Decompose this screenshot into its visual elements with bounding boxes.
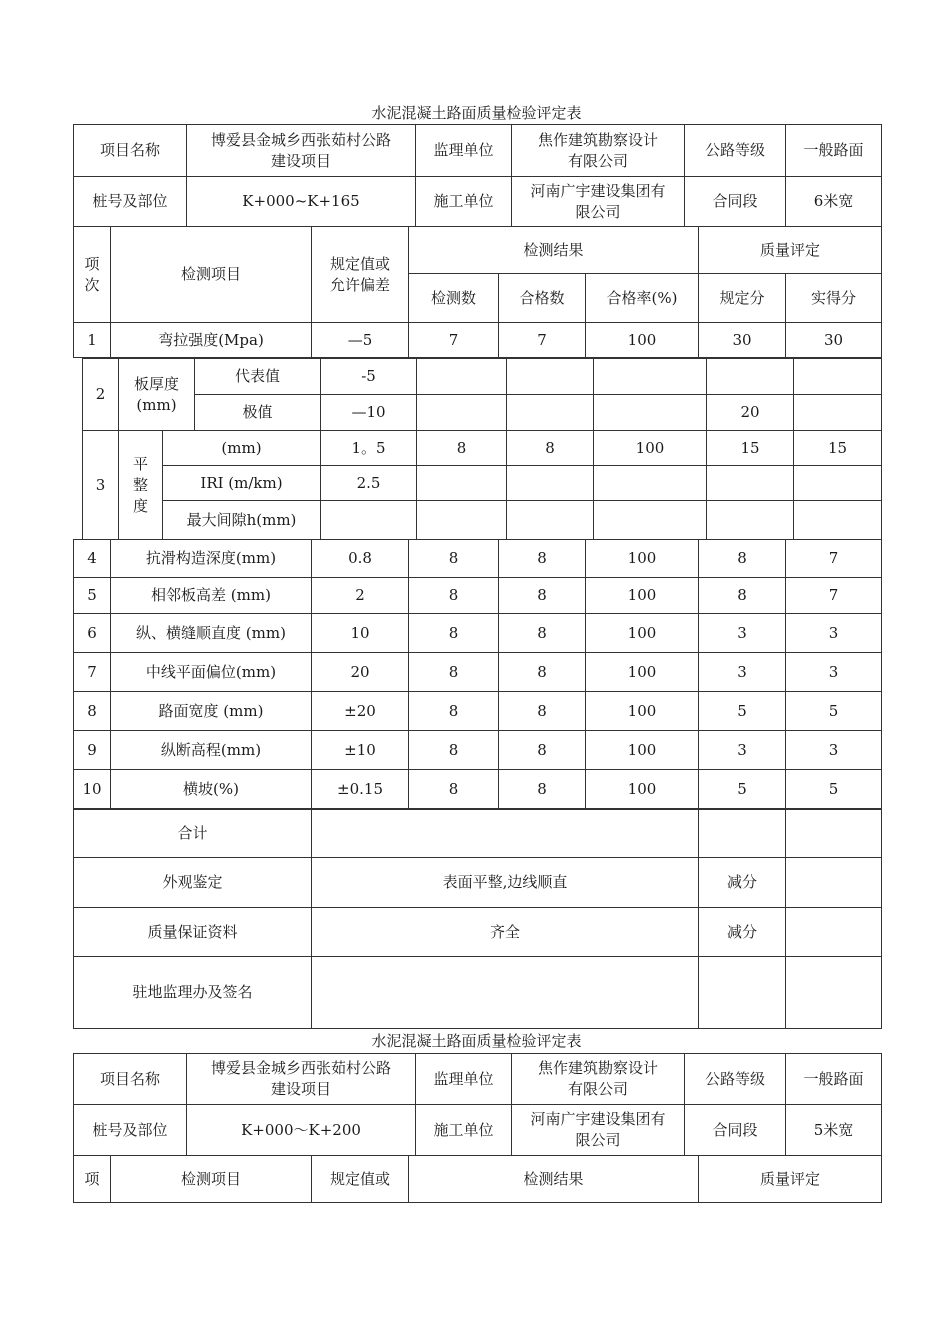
docs-deduct: 减分 bbox=[699, 908, 786, 957]
row3-table bbox=[82, 430, 882, 540]
contractor-value: 河南广宇建设集团有 限公司 bbox=[512, 1105, 685, 1156]
contract-label: 合同段 bbox=[685, 177, 786, 227]
form1-header-table bbox=[73, 124, 882, 227]
cell-count: 8 bbox=[409, 614, 499, 653]
row3-sub1-std: 15 bbox=[707, 431, 794, 466]
cell-item: 中线平面偏位(mm) bbox=[111, 653, 312, 692]
cell-item: 相邻板高差 (mm) bbox=[111, 578, 312, 614]
row3-sub1-spec: 1。5 bbox=[321, 431, 417, 466]
cell-item: 纵断高程(mm) bbox=[111, 731, 312, 770]
row3-sub2-spec: 2.5 bbox=[321, 466, 417, 501]
row3-sub1: (mm) bbox=[163, 431, 321, 466]
cell-seq: 9 bbox=[74, 731, 111, 770]
row2-table bbox=[82, 358, 882, 431]
table-row bbox=[74, 614, 882, 653]
appearance-label: 外观鉴定 bbox=[74, 858, 312, 908]
row1-rate: 100 bbox=[586, 323, 699, 358]
station-value: K+000~K+165 bbox=[187, 177, 416, 227]
cell-count: 8 bbox=[409, 578, 499, 614]
cell-rate: 100 bbox=[586, 770, 699, 810]
sign-label: 驻地监理办及签名 bbox=[74, 957, 312, 1029]
row3-sub1-count: 8 bbox=[417, 431, 507, 466]
empty-cell bbox=[707, 466, 794, 501]
empty-cell bbox=[417, 466, 507, 501]
row2-sub2-count bbox=[417, 395, 507, 431]
row1-seq: 1 bbox=[74, 323, 111, 358]
cell-spec: ±0.15 bbox=[312, 770, 409, 810]
row2-sub2-pass bbox=[507, 395, 594, 431]
cell-seq: 7 bbox=[74, 653, 111, 692]
project-label: 项目名称 bbox=[74, 1054, 187, 1105]
cell-count: 8 bbox=[409, 770, 499, 810]
cell-seq: 6 bbox=[74, 614, 111, 653]
empty-cell bbox=[507, 501, 594, 540]
row2-sub1-std bbox=[707, 359, 794, 395]
row3-item: 平 整 度 bbox=[119, 431, 163, 540]
supervisor-value: 焦作建筑勘察设计 有限公司 bbox=[512, 125, 685, 177]
row3-sub1-pass: 8 bbox=[507, 431, 594, 466]
table-row bbox=[74, 692, 882, 731]
docs-label: 质量保证资料 bbox=[74, 908, 312, 957]
contract-value: 6米宽 bbox=[786, 177, 882, 227]
cell-rate: 100 bbox=[586, 692, 699, 731]
cell-std: 3 bbox=[699, 653, 786, 692]
col-spec-header: 规定值或 bbox=[312, 1156, 409, 1203]
row3-sub1-got: 15 bbox=[794, 431, 882, 466]
table-row bbox=[74, 578, 882, 614]
row2-sub2-rate bbox=[594, 395, 707, 431]
col-result-header: 检测结果 bbox=[409, 227, 699, 274]
cell-pass: 8 bbox=[499, 653, 586, 692]
col-item-header: 检测项目 bbox=[111, 227, 312, 323]
total-label: 合计 bbox=[74, 809, 312, 858]
row1-count: 7 bbox=[409, 323, 499, 358]
empty-cell bbox=[786, 908, 882, 957]
cell-seq: 10 bbox=[74, 770, 111, 810]
table-row bbox=[74, 323, 882, 358]
empty-cell bbox=[786, 809, 882, 858]
cell-got: 5 bbox=[786, 692, 882, 731]
supervisor-label: 监理单位 bbox=[416, 1054, 512, 1105]
cell-pass: 8 bbox=[499, 770, 586, 810]
grade-label: 公路等级 bbox=[685, 125, 786, 177]
row2-sub2: 极值 bbox=[195, 395, 321, 431]
appearance-value: 表面平整,边线顺直 bbox=[312, 858, 699, 908]
empty-cell bbox=[321, 501, 417, 540]
cell-std: 5 bbox=[699, 692, 786, 731]
col-rate-header: 合格率(%) bbox=[586, 274, 699, 323]
col-pass-header: 合格数 bbox=[499, 274, 586, 323]
cell-std: 5 bbox=[699, 770, 786, 810]
cell-spec: 2 bbox=[312, 578, 409, 614]
cell-spec: 10 bbox=[312, 614, 409, 653]
cell-got: 5 bbox=[786, 770, 882, 810]
cell-rate: 100 bbox=[586, 653, 699, 692]
cell-count: 8 bbox=[409, 540, 499, 578]
empty-cell bbox=[312, 809, 699, 858]
cell-pass: 8 bbox=[499, 731, 586, 770]
row3-sub2: IRI (m/km) bbox=[163, 466, 321, 501]
table-row bbox=[74, 731, 882, 770]
col-seq-header: 项 bbox=[74, 1156, 111, 1203]
row2-sub2-std: 20 bbox=[707, 395, 794, 431]
contractor-label: 施工单位 bbox=[416, 177, 512, 227]
cell-count: 8 bbox=[409, 731, 499, 770]
cell-spec: 0.8 bbox=[312, 540, 409, 578]
table-row bbox=[74, 653, 882, 692]
row2-seq: 2 bbox=[83, 359, 119, 431]
col-result-header: 检测结果 bbox=[409, 1156, 699, 1203]
docs-value: 齐全 bbox=[312, 908, 699, 957]
cell-spec: ±10 bbox=[312, 731, 409, 770]
cell-spec: ±20 bbox=[312, 692, 409, 731]
empty-cell bbox=[417, 501, 507, 540]
cell-got: 3 bbox=[786, 653, 882, 692]
row2-sub1-count bbox=[417, 359, 507, 395]
cell-rate: 100 bbox=[586, 731, 699, 770]
row2-sub1-got bbox=[794, 359, 882, 395]
row1-std: 30 bbox=[699, 323, 786, 358]
row2-item: 板厚度 (mm) bbox=[119, 359, 195, 431]
empty-cell bbox=[699, 957, 786, 1029]
appearance-deduct: 减分 bbox=[699, 858, 786, 908]
col-quality-header: 质量评定 bbox=[699, 227, 882, 274]
cell-pass: 8 bbox=[499, 692, 586, 731]
grade-value: 一般路面 bbox=[786, 125, 882, 177]
col-count-header: 检测数 bbox=[409, 274, 499, 323]
cell-seq: 5 bbox=[74, 578, 111, 614]
project-value: 博爱县金城乡西张茹村公路 建设项目 bbox=[187, 1054, 416, 1105]
cell-pass: 8 bbox=[499, 614, 586, 653]
cell-got: 7 bbox=[786, 540, 882, 578]
cell-std: 8 bbox=[699, 578, 786, 614]
form2-column-table bbox=[73, 1155, 882, 1203]
form1-column-table bbox=[73, 226, 882, 358]
col-std-header: 规定分 bbox=[699, 274, 786, 323]
cell-spec: 20 bbox=[312, 653, 409, 692]
col-spec-header: 规定值或 允许偏差 bbox=[312, 227, 409, 323]
row2-sub2-got bbox=[794, 395, 882, 431]
contractor-value: 河南广宇建设集团有 限公司 bbox=[512, 177, 685, 227]
contractor-label: 施工单位 bbox=[416, 1105, 512, 1156]
row2-sub1: 代表值 bbox=[195, 359, 321, 395]
cell-got: 3 bbox=[786, 614, 882, 653]
row1-pass: 7 bbox=[499, 323, 586, 358]
empty-cell bbox=[507, 466, 594, 501]
col-item-header: 检测项目 bbox=[111, 1156, 312, 1203]
station-value: K+000～K+200 bbox=[187, 1105, 416, 1156]
cell-rate: 100 bbox=[586, 540, 699, 578]
cell-rate: 100 bbox=[586, 578, 699, 614]
form1-title: 水泥混凝土路面质量检验评定表 bbox=[371, 104, 582, 122]
row3-sub1-rate: 100 bbox=[594, 431, 707, 466]
row1-item: 弯拉强度(Mpa) bbox=[111, 323, 312, 358]
cell-pass: 8 bbox=[499, 578, 586, 614]
form2-title: 水泥混凝土路面质量检验评定表 bbox=[371, 1032, 582, 1050]
empty-cell bbox=[786, 957, 882, 1029]
station-label: 桩号及部位 bbox=[74, 1105, 187, 1156]
empty-cell bbox=[794, 501, 882, 540]
cell-got: 3 bbox=[786, 731, 882, 770]
row2-sub1-pass bbox=[507, 359, 594, 395]
table-row bbox=[74, 770, 882, 810]
cell-got: 7 bbox=[786, 578, 882, 614]
table-row bbox=[74, 540, 882, 578]
cell-pass: 8 bbox=[499, 540, 586, 578]
form1-rows-table bbox=[73, 539, 882, 810]
row3-sub3: 最大间隙h(mm) bbox=[163, 501, 321, 540]
row2-sub1-spec: -5 bbox=[321, 359, 417, 395]
empty-cell bbox=[699, 809, 786, 858]
project-value: 博爱县金城乡西张茹村公路 建设项目 bbox=[187, 125, 416, 177]
station-label: 桩号及部位 bbox=[74, 177, 187, 227]
contract-value: 5米宽 bbox=[786, 1105, 882, 1156]
cell-std: 3 bbox=[699, 731, 786, 770]
grade-label: 公路等级 bbox=[685, 1054, 786, 1105]
form2-header-table bbox=[73, 1053, 882, 1156]
cell-count: 8 bbox=[409, 653, 499, 692]
row2-sub2-spec: —10 bbox=[321, 395, 417, 431]
col-quality-header: 质量评定 bbox=[699, 1156, 882, 1203]
cell-seq: 8 bbox=[74, 692, 111, 731]
cell-item: 抗滑构造深度(mm) bbox=[111, 540, 312, 578]
cell-std: 3 bbox=[699, 614, 786, 653]
contract-label: 合同段 bbox=[685, 1105, 786, 1156]
cell-item: 横坡(%) bbox=[111, 770, 312, 810]
empty-cell bbox=[312, 957, 699, 1029]
row2-sub1-rate bbox=[594, 359, 707, 395]
empty-cell bbox=[707, 501, 794, 540]
empty-cell bbox=[794, 466, 882, 501]
cell-rate: 100 bbox=[586, 614, 699, 653]
col-got-header: 实得分 bbox=[786, 274, 882, 323]
row3-seq: 3 bbox=[83, 431, 119, 540]
grade-value: 一般路面 bbox=[786, 1054, 882, 1105]
cell-seq: 4 bbox=[74, 540, 111, 578]
col-seq-header: 项 次 bbox=[74, 227, 111, 323]
empty-cell bbox=[594, 501, 707, 540]
empty-cell bbox=[594, 466, 707, 501]
supervisor-label: 监理单位 bbox=[416, 125, 512, 177]
cell-item: 纵、横缝顺直度 (mm) bbox=[111, 614, 312, 653]
cell-std: 8 bbox=[699, 540, 786, 578]
empty-cell bbox=[786, 858, 882, 908]
supervisor-value: 焦作建筑勘察设计 有限公司 bbox=[512, 1054, 685, 1105]
row1-got: 30 bbox=[786, 323, 882, 358]
form1-footer-table bbox=[73, 808, 882, 1029]
cell-item: 路面宽度 (mm) bbox=[111, 692, 312, 731]
row1-spec: —5 bbox=[312, 323, 409, 358]
project-label: 项目名称 bbox=[74, 125, 187, 177]
cell-count: 8 bbox=[409, 692, 499, 731]
